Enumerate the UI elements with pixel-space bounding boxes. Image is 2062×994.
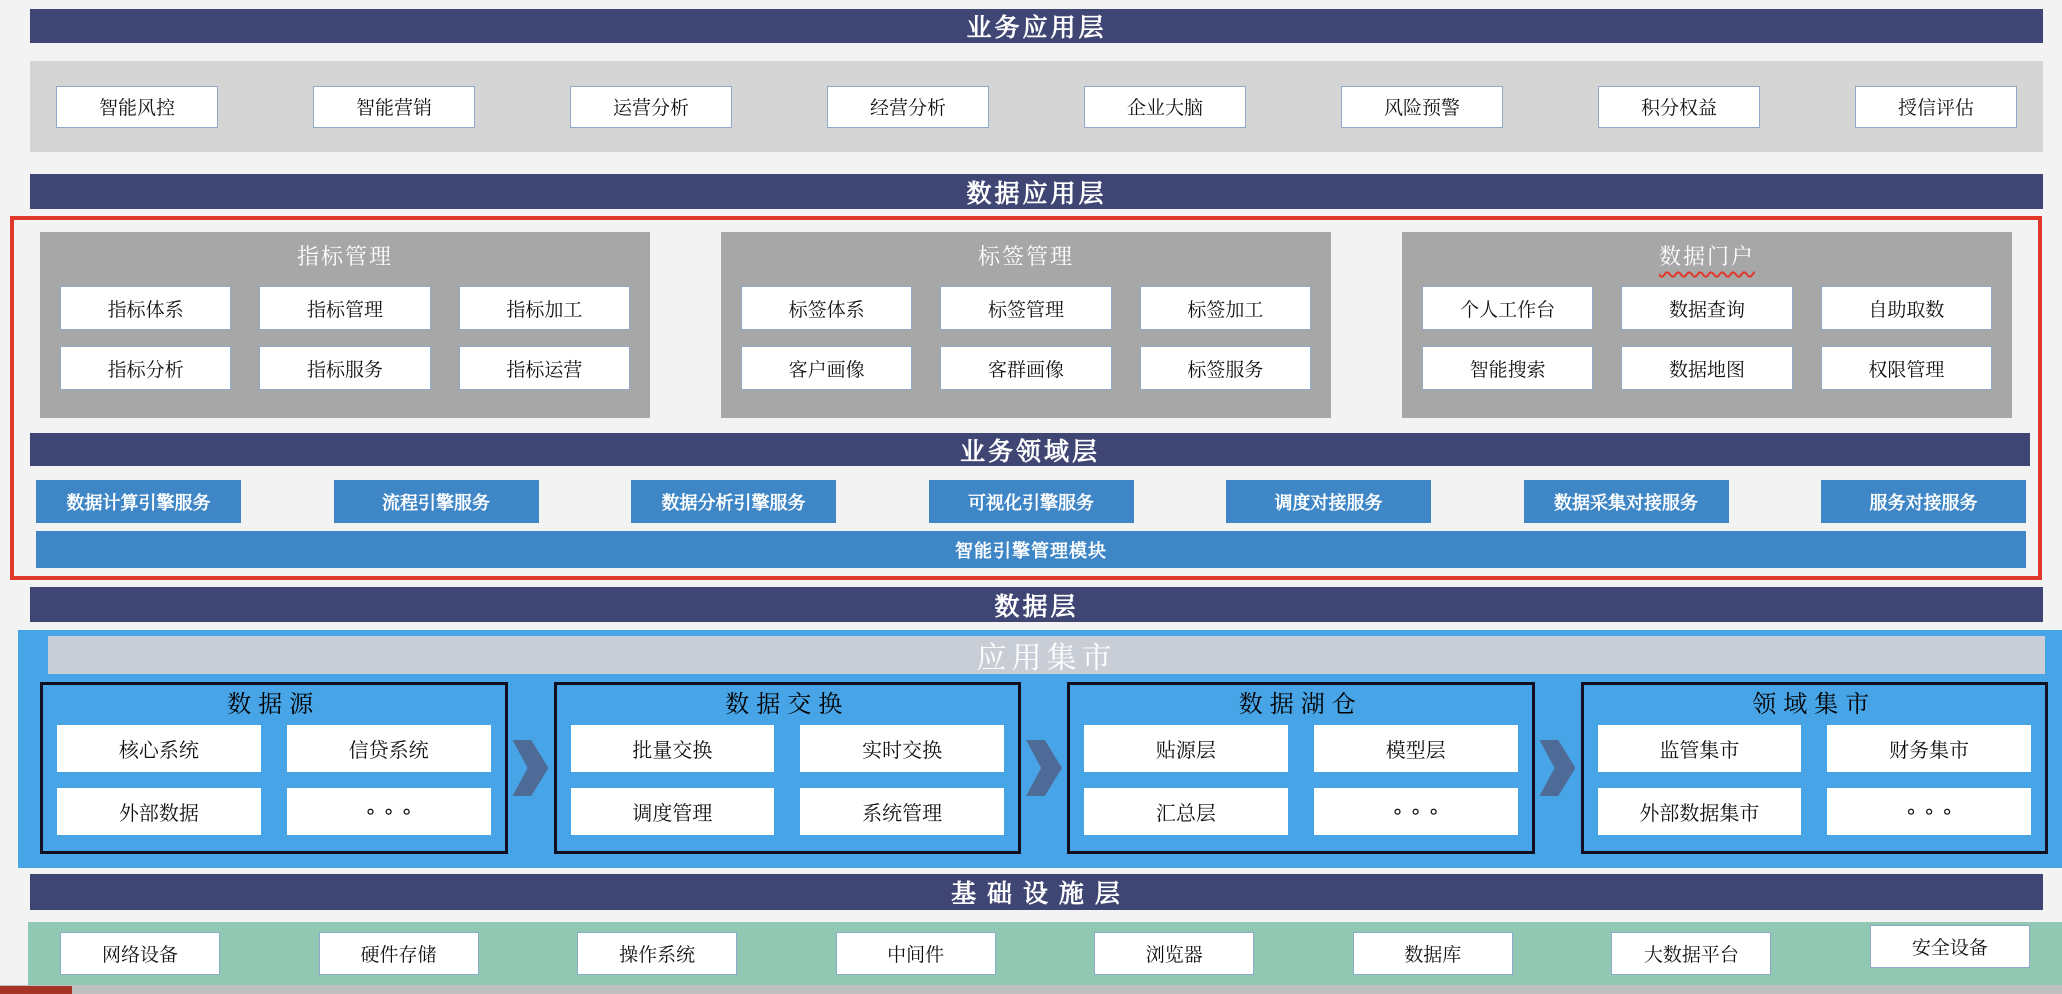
engine-services-row	[36, 480, 2026, 523]
panel-item: 指标分析	[60, 346, 231, 390]
flow-arrow-icon	[513, 740, 549, 796]
panel-tag-management	[721, 232, 1331, 418]
service-box: 服务对接服务	[1821, 480, 2026, 523]
layer-header-data	[30, 587, 2043, 622]
panel-title: 数据交换	[725, 692, 850, 718]
panel-item: 批量交换	[571, 725, 775, 772]
app-box: 智能营销	[313, 86, 475, 128]
panel-item: 标签加工	[1140, 286, 1311, 330]
app-box: 授信评估	[1855, 86, 2017, 128]
panel-item: 指标加工	[459, 286, 630, 330]
app-box: 运营分析	[570, 86, 732, 128]
panel-item: 智能搜索	[1422, 346, 1593, 390]
panel-item: ∘ ∘ ∘	[287, 788, 491, 835]
infra-box: 中间件	[836, 932, 996, 975]
panel-title: 标签管理	[977, 244, 1074, 269]
service-box: 数据采集对接服务	[1524, 480, 1729, 523]
service-box: 数据分析引擎服务	[631, 480, 836, 523]
infra-box: 安全设备	[1870, 925, 2030, 968]
layer-header-business-domain	[30, 433, 2030, 466]
panel-item: 财务集市	[1827, 725, 2031, 772]
panel-item: 系统管理	[800, 788, 1004, 835]
panel-title: 数据湖仓	[1238, 692, 1363, 718]
flow-arrow-icon	[1026, 740, 1062, 796]
panel-item: 自助取数	[1821, 286, 1992, 330]
panel-item: 标签体系	[741, 286, 912, 330]
data-layer-container	[18, 630, 2062, 868]
layer-title: 数据应用层	[966, 179, 1107, 208]
bottom-edge-strip	[0, 985, 2062, 994]
panel-item: 外部数据	[57, 788, 261, 835]
service-box: 数据计算引擎服务	[36, 480, 241, 523]
panel-item: 实时交换	[800, 725, 1004, 772]
panel-data-portal	[1402, 232, 2012, 418]
service-box: 流程引擎服务	[334, 480, 539, 523]
business-apps-band	[30, 61, 2043, 152]
panel-item: 汇总层	[1084, 788, 1288, 835]
panel-item: 核心系统	[57, 725, 261, 772]
panel-item: 个人工作台	[1422, 286, 1593, 330]
panel-data-exchange	[554, 682, 1022, 854]
panel-item: 信贷系统	[287, 725, 491, 772]
panel-item: 外部数据集市	[1598, 788, 1802, 835]
panel-item: 客群画像	[940, 346, 1111, 390]
panel-title: 领域集市	[1752, 692, 1877, 718]
bottom-red-segment	[0, 986, 72, 994]
panel-item: 监管集市	[1598, 725, 1802, 772]
infra-box: 浏览器	[1094, 932, 1254, 975]
panel-item: 指标管理	[259, 286, 430, 330]
infra-box: 操作系统	[577, 932, 737, 975]
panel-item: 数据查询	[1621, 286, 1792, 330]
panel-item: 客户画像	[741, 346, 912, 390]
panel-item: 贴源层	[1084, 725, 1288, 772]
panel-title: 数据门户	[1658, 244, 1755, 269]
panel-item: 模型层	[1314, 725, 1518, 772]
panel-item: 数据地图	[1621, 346, 1792, 390]
app-box: 企业大脑	[1084, 86, 1246, 128]
app-box: 智能风控	[56, 86, 218, 128]
service-box: 可视化引擎服务	[929, 480, 1134, 523]
service-box: 调度对接服务	[1226, 480, 1431, 523]
layer-title: 数据层	[994, 592, 1079, 621]
panel-item: ∘ ∘ ∘	[1827, 788, 2031, 835]
application-mart-bar: 应用集市	[48, 636, 2045, 674]
infra-box: 网络设备	[60, 932, 220, 975]
panel-item: 标签管理	[940, 286, 1111, 330]
app-box: 风险预警	[1341, 86, 1503, 128]
layer-header-data-app	[30, 174, 2043, 209]
layer-title: 业务应用层	[966, 14, 1107, 42]
infrastructure-band	[28, 922, 2062, 985]
panel-item: 指标服务	[259, 346, 430, 390]
highlight-red-border	[10, 216, 2042, 580]
panel-title: 数据源	[227, 692, 321, 718]
panel-indicator-management	[40, 232, 650, 418]
panel-item: 指标运营	[459, 346, 630, 390]
panel-data-lakehouse	[1067, 682, 1535, 854]
app-box: 积分权益	[1598, 86, 1760, 128]
layer-header-business-app	[30, 9, 2043, 43]
layer-title: 业务领域层	[959, 437, 1100, 466]
panel-domain-mart	[1581, 682, 2049, 854]
panel-item: 指标体系	[60, 286, 231, 330]
panel-data-source	[40, 682, 508, 854]
app-box: 经营分析	[827, 86, 989, 128]
panel-item: ∘ ∘ ∘	[1314, 788, 1518, 835]
infra-box: 大数据平台	[1611, 932, 1771, 975]
panel-item: 调度管理	[571, 788, 775, 835]
layer-title: 基 础 设 施 层	[951, 880, 1122, 908]
panel-item: 权限管理	[1821, 346, 1992, 390]
engine-management-bar: 智能引擎管理模块	[36, 531, 2026, 568]
layer-header-infrastructure	[30, 874, 2043, 910]
panel-title: 指标管理	[296, 244, 393, 269]
flow-arrow-icon	[1540, 740, 1576, 796]
infra-box: 数据库	[1353, 932, 1513, 975]
data-app-panels	[14, 220, 2038, 418]
data-flow-row	[40, 682, 2048, 854]
infra-box: 硬件存储	[319, 932, 479, 975]
panel-item: 标签服务	[1140, 346, 1311, 390]
